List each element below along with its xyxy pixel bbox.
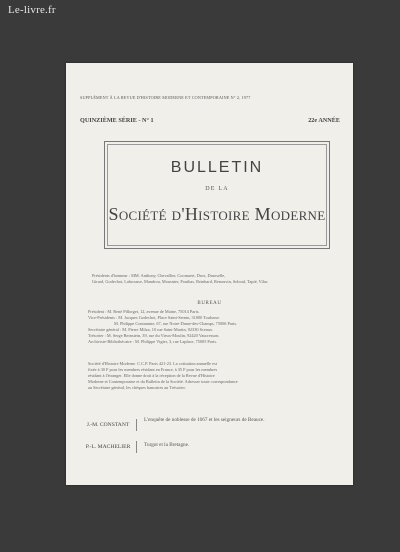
series-row (80, 117, 342, 127)
de-la-label: DE LA (205, 186, 229, 192)
cotisation-line-5: au Secrétaire général, les chèques bancaires au Trésorier. (88, 385, 186, 390)
bulletin-page (66, 63, 353, 485)
cotisation-line-2: fixée à 30 F pour les membres résidant en France, à 35 F pour les membres (88, 367, 218, 372)
article-title: L'enquête de noblesse de 1667 et les seigneurs de Beauce. (144, 417, 265, 423)
bureau-line-4: Secrétaire général : M. Pierre Milza, 10 rue Saint-Martin, 92330 Sceaux. (88, 327, 214, 332)
bulletin-title: BULLETIN (170, 159, 264, 176)
presidents-line-2: Girard, Godechot, Labrousse, Mandrou, Mousnier, Pouthas, Reinhard, Renouvin, Soboul, Tapié, Vilar. (92, 279, 269, 284)
bureau-line-5: Trésorier : M. Serge Bernstein, 39, rue du Vieux-Moulin, 92420 Vaucresson. (88, 333, 220, 338)
bureau-line-6: Archiviste-Bibliothécaire : M. Philippe Vigier, 3, rue Laplace, 75005 Paris. (88, 339, 218, 344)
bureau-title: BUREAU (197, 301, 222, 306)
articles-list (80, 417, 342, 461)
article-author: J.-M. CONSTANT (80, 419, 137, 431)
cotisation-line-4: Moderne et Contemporaine et du Bulletin de la Société. Adresser toute correspondance (88, 379, 238, 384)
watermark: Le-livre.fr (8, 4, 56, 16)
article-row (80, 439, 342, 455)
title-box (104, 141, 330, 249)
year-label: 22e ANNÉE (308, 117, 340, 124)
article-row (80, 417, 342, 433)
presidents-line-1: Présidents d'honneur : MM. Anthony, Chevallier, Coornaert, Droz, Duroselle, (92, 273, 226, 278)
bureau-line-1: Président : M. René Pillorget, 12, avenue de Maine, 75014 Paris. (88, 309, 200, 314)
bureau-line-2: Vice-Présidents : M. Jacques Godechot, Place Saint-Sernin, 31000 Toulouse. (88, 315, 221, 320)
article-title: Turgot et la Bretagne. (144, 442, 190, 448)
society-name: Société d'Histoire Moderne (108, 204, 326, 224)
cotisation-line-1: Société d'Histoire Moderne. C.C.P. Paris 421-23. La cotisation annuelle est (88, 361, 217, 366)
cotisation-line-3: résidant à l'étranger. Elle donne droit à la réception de la Revue d'Histoire (88, 373, 215, 378)
supplement-line: SUPPLÉMENT À LA REVUE D'HISTOIRE MODERNE ET CONTEMPORAINE N° 2, 1977 (80, 95, 251, 100)
bureau-line-3: M. Philippe Contamine, 67, rue Notre-Dame-des-Champs, 75006 Paris. (114, 321, 238, 326)
series-label: QUINZIÈME SÉRIE - N° 1 (80, 117, 154, 124)
article-author: P.-L. MACHELIER (80, 441, 137, 453)
